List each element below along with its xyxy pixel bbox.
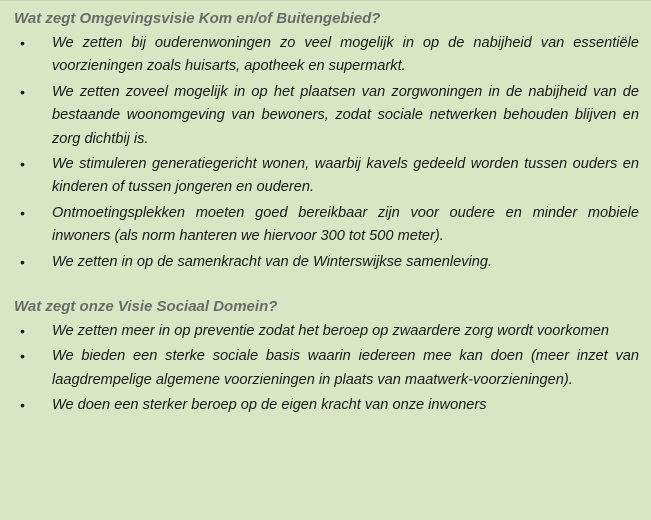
bullet-icon: • <box>20 204 25 221</box>
section-heading-omgevingsvisie: Wat zegt Omgevingsvisie Kom en/of Buitengebied? <box>14 10 381 27</box>
list-item <box>14 153 639 200</box>
bullet-icon: • <box>20 35 25 51</box>
bullet-icon: • <box>20 397 25 414</box>
list-item-text: We zetten in op de samenkracht van de Winterswijkse samenleving. <box>52 253 493 270</box>
list-item-text: Ontmoetingsplekken moeten goed bereikbaar zijn voor oudere en minder mobiele inwoners (als norm hanteren we hiervoor 300 tot 500 meter). <box>52 204 639 245</box>
list-item-text: We zetten zoveel mogelijk in op het plaatsen van zorgwoningen in de nabijheid van de bestaande woonomgeving van bewoners, zodat sociale netwerken behouden blijven en zorg dichtbij is. <box>52 83 639 147</box>
bullet-list-sociaal-domein <box>14 320 639 418</box>
list-item <box>14 202 639 249</box>
list-item <box>14 251 639 274</box>
list-item-text: We zetten meer in op preventie zodat het beroep op zwaardere zorg wordt voorkomen <box>52 323 610 340</box>
bullet-list-omgevingsvisie <box>14 32 639 274</box>
bullet-icon: • <box>20 253 25 270</box>
bullet-icon: • <box>20 348 25 365</box>
list-item <box>14 81 639 151</box>
list-item-text: We stimuleren generatiegericht wonen, waarbij kavels gedeeld worden tussen ouders en kinderen of tussen jongeren en ouderen. <box>52 156 639 196</box>
list-item <box>14 345 639 392</box>
list-item-text: We doen een sterker beroep op de eigen kracht van onze inwoners <box>52 397 487 414</box>
list-item <box>14 32 639 79</box>
bullet-icon: • <box>20 323 25 340</box>
bullet-icon: • <box>20 83 25 100</box>
list-item <box>14 320 639 343</box>
section-heading-sociaal-domein: Wat zegt onze Visie Sociaal Domein? <box>14 298 278 316</box>
list-item <box>14 394 639 417</box>
list-item-text: We zetten bij ouderenwoningen zo veel mogelijk in op de nabijheid van essentiële voorzieningen zoals huisarts, apotheek en supermarkt. <box>52 35 639 75</box>
list-item-text: We bieden een sterke sociale basis waarin iedereen mee kan doen (meer inzet van laagdrempelige algemene voorzieningen in plaats van maatwerk-voorzieningen). <box>52 348 639 388</box>
bullet-icon: • <box>20 156 25 173</box>
